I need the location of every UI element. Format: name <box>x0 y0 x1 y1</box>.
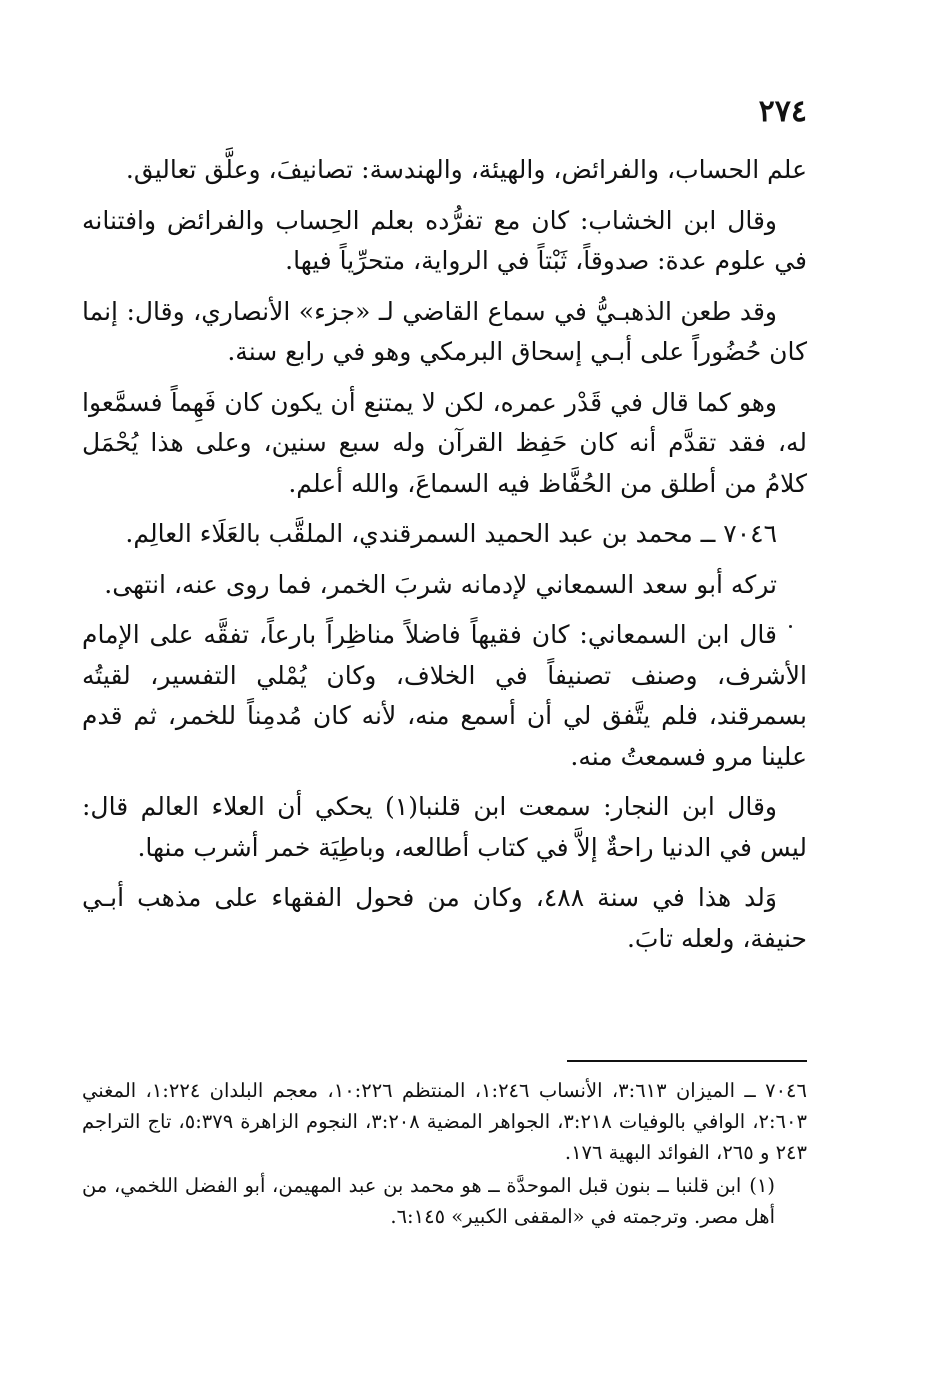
paragraph: علم الحساب، والفرائض، والهيئة، والهندسة: تصانيفَ، وعلَّق تعاليق. <box>125 155 807 184</box>
entry-heading: ٧٠٤٦ ــ محمد بن عبد الحميد السمرقندي، الملقَّب بالعَلَاء العالِم. <box>125 519 777 548</box>
footnote-sources: ٧٠٤٦ ــ الميزان ٣:٦١٣، الأنساب ١:٢٤٦، المنتظم ١٠:٢٢٦، معجم البلدان ١:٢٢٤، المغني ٢:٦٠٣، الوافي بالوفيات ٣:٢١٨، الجواهر المضية ٣:٢٠٨، النجوم الزاهرة ٥:٣٧٩، تاج التراجم ٢٤٣ و ٢٦٥، الفوائد البهية ١٧٦. <box>82 1079 808 1164</box>
footnotes <box>82 1075 807 1234</box>
paragraph: وَلد هذا في سنة ٤٨٨، وكان من فحول الفقهاء على مذهب أبـي حنيفة، ولعله تابَ. <box>82 883 807 953</box>
paragraph: تركه أبو سعد السمعاني لإدمانه شربَ الخمر، فما روى عنه، انتهى. <box>104 569 777 599</box>
footnote-1 <box>82 1170 807 1232</box>
footnote-marker: (١) <box>749 1174 775 1197</box>
page-number: ٢٧٤ <box>758 94 807 129</box>
paragraph: وقال ابن الخشاب: كان مع تفرُّده بعلم الحِساب والفرائض وافتنانه في علوم عدة: صدوقاً، ثَبْتاً في الرواية، متحرِّياً فيها. <box>82 205 807 275</box>
paragraph: وقال ابن النجار: سمعت ابن قلنبا(١) يحكي أن العلاء العالم قال: ليس في الدنيا راحةٌ إلاَّ في كتاب أطالعه، وباطِيَة خمر أشرب منها. <box>82 792 807 862</box>
main-text <box>82 150 807 969</box>
paragraph: وقد طعن الذهبـيُّ في سماع القاضي لـ «جزء» الأنصاري، وقال: إنما كان حُضُوراً على أبـي إسحاق البرمكي وهو في رابع سنة. <box>82 296 807 366</box>
print-speck <box>789 625 792 628</box>
footnote-text: ابن قلنبا ــ بنون قبل الموحدَّة ــ هو محمد بن عبد المهيمن، أبو الفضل اللخمي، من أهل مصر. وترجمته في «المقفى الكبير» ٦:١٤٥. <box>82 1174 775 1228</box>
paragraph: وهو كما قال في قَدْر عمره، لكن لا يمتنع أن يكون كان فَهِماً فسمَّعوا له، فقد تقدَّم أنه كان حَفِظ القرآن وله سبع سنين، وعلى هذا يُحْمَل كلامُ من أطلق من الحُفَّاظ فيه السماعَ، والله أعلم. <box>82 387 807 498</box>
paragraph: قال ابن السمعاني: كان فقيهاً فاضلاً مناظِراً بارعاً، تفقَّه على الإمام الأشرف، وصنف تصنيفاً في الخلاف، وكان يُمْلي التفسير، لقيتُه بسمرقند، فلم يتَّفق لي أن أسمع منه، لأنه كان مُدمِناً للخمر، ثم قدم علينا مرو فسمعتُ منه. <box>82 620 807 771</box>
footnote-divider <box>567 1060 807 1062</box>
